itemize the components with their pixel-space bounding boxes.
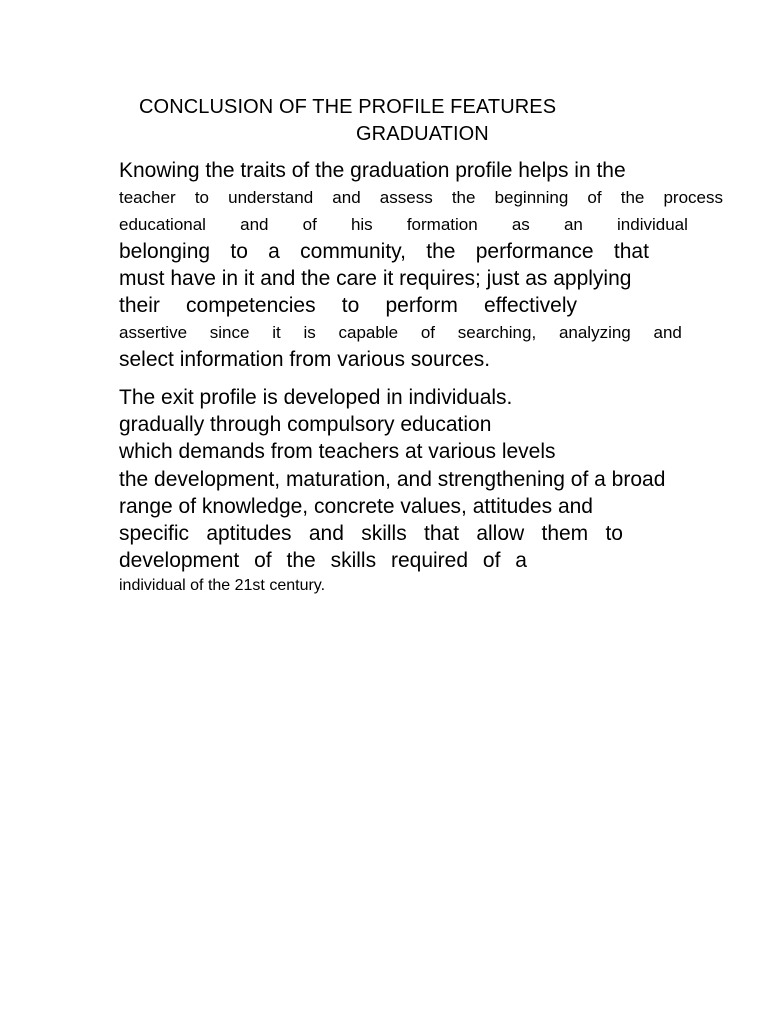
word: his [350,215,373,234]
word: assess [379,188,433,207]
word: is [303,323,316,342]
word: to [230,240,248,263]
word: of [587,188,602,207]
word: skills [330,549,377,572]
p2-line-3: which demands from teachers at various levels [119,440,556,463]
word: process [663,188,723,207]
word: individual [617,215,688,234]
word: analyzing [558,323,631,342]
p2-line-1: The exit profile is developed in individuals. [119,386,513,409]
word: the [620,188,645,207]
word: teacher [119,188,176,207]
p1-line-4 [119,241,649,262]
word: assertive [119,323,188,342]
word: and [653,323,682,342]
word: and [332,188,361,207]
p1-line-8: select information from various sources. [119,348,491,371]
word: development [119,549,240,572]
word: since [209,323,250,342]
document-title-line-1: CONCLUSION OF THE PROFILE FEATURES [139,96,557,118]
word: community, [300,240,406,263]
word: allow [476,522,525,545]
word: the [426,240,456,263]
document-title-line-2: GRADUATION [356,123,489,145]
word: skills [361,522,407,545]
word: educational [119,215,206,234]
word: aptitudes [206,522,292,545]
word: understand [228,188,314,207]
word: perform [385,294,458,317]
word: searching, [457,323,537,342]
word: an [563,215,583,234]
word: that [424,522,460,545]
word: the [286,549,316,572]
word: effectively [484,294,577,317]
word: a [515,549,527,572]
word: formation [406,215,478,234]
word: specific [119,522,190,545]
word: that [613,240,649,263]
p1-line-2 [119,189,723,206]
p2-line-2: gradually through compulsory education [119,413,492,436]
word: to [194,188,209,207]
word: of [482,549,501,572]
p2-line-8: individual of the 21st century. [119,577,326,594]
word: and [240,215,269,234]
word: the [451,188,476,207]
word: competencies [186,294,316,317]
word: beginning [494,188,569,207]
word: performance [475,240,594,263]
word: as [511,215,530,234]
p1-line-6 [119,295,577,316]
word: of [254,549,272,572]
p2-line-6 [119,523,623,544]
word: their [119,294,160,317]
p1-line-3 [119,216,688,233]
word: them [541,522,589,545]
p2-line-4: the development, maturation, and strengthening of a broad [119,468,666,491]
p2-line-5: range of knowledge, concrete values, attitudes and [119,495,593,518]
p1-line-7 [119,324,682,341]
word: required [390,549,469,572]
word: belonging [119,240,211,263]
p1-line-5: must have in it and the care it requires; just as applying [119,267,632,290]
p1-line-1: Knowing the traits of the graduation profile helps in the [119,159,626,182]
word: capable [338,323,399,342]
word: it [272,323,281,342]
word: and [308,522,344,545]
p2-line-7 [119,550,527,571]
word: to [341,294,360,317]
word: of [302,215,317,234]
word: a [268,240,280,263]
word: to [605,522,623,545]
word: of [420,323,435,342]
